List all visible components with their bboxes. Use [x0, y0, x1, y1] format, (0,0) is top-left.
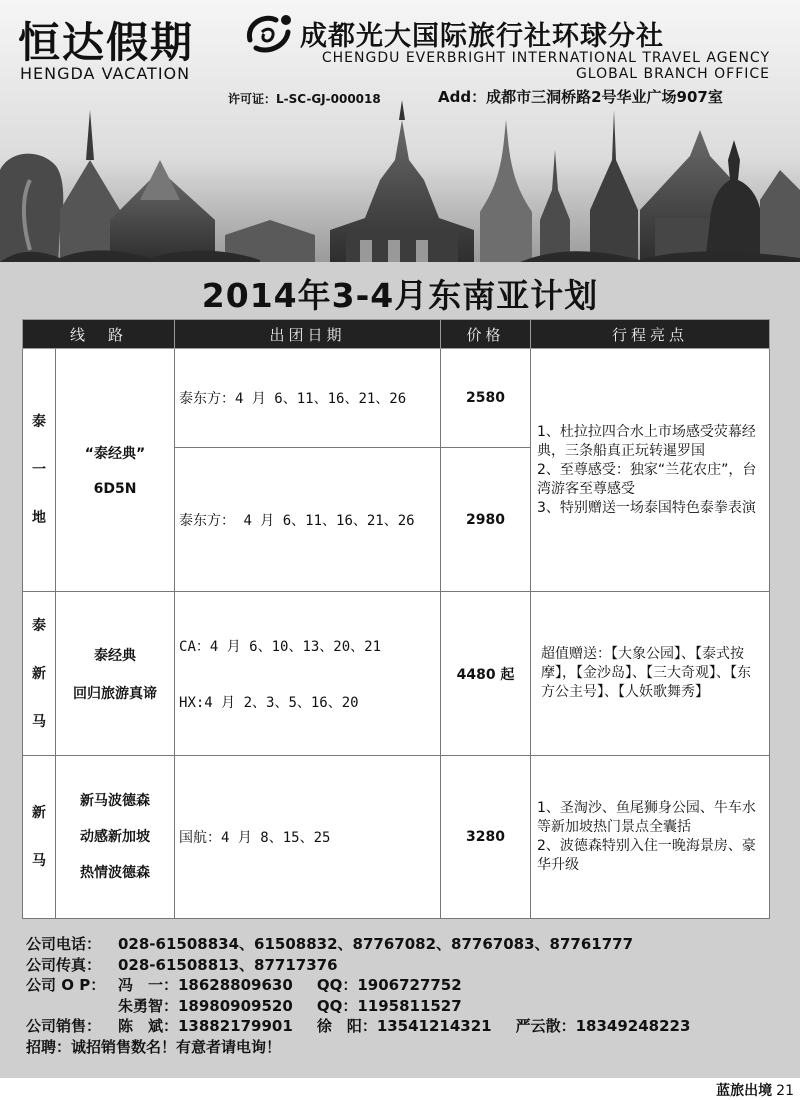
departure-date: HX:4 月 2、3、5、16、20 [179, 694, 359, 711]
region-char: 马 [32, 713, 46, 730]
route-cell [56, 756, 175, 919]
agency-name-cn: 成都光大国际旅行社环球分社 [300, 21, 664, 52]
recruit-row [26, 1037, 690, 1058]
sales-label: 公司销售： [26, 1017, 102, 1035]
op-qq: QQ：1906727752 [316, 976, 462, 994]
route-name: “泰经典” [84, 446, 146, 462]
table-row [23, 592, 770, 756]
route-name: 泰经典 [94, 647, 136, 664]
route-duration: 6D5N [93, 481, 137, 497]
highlight-item: 1、杜拉拉四合水上市场感受荧幕经典，三条船真正玩转暹罗国 [537, 423, 756, 459]
op-row [26, 975, 690, 996]
op-label: 公司 O P： [26, 976, 106, 994]
region-char: 一 [32, 462, 46, 478]
highlight-item: 1、圣淘沙、鱼尾狮身公园、牛车水等新加坡热门景点全囊括 [537, 800, 756, 835]
highlights-cell [531, 349, 770, 592]
table-header-row [23, 320, 770, 349]
region-char: 新 [32, 665, 46, 682]
recruit-notice: 招聘：诚招销售数名！有意者请电询！ [26, 1037, 282, 1056]
magazine-name: 蓝旅出境 [716, 1083, 773, 1099]
agency-name-en-line2: GLOBAL BRANCH OFFICE [575, 66, 770, 82]
agency-logo-icon [242, 10, 298, 56]
page-footer [716, 1080, 794, 1100]
license-number: 许可证：L-SC-GJ-000018 [228, 92, 381, 106]
op-row [26, 996, 690, 1017]
departure-date: 泰东方： 4 月 6、11、16、21、26 [175, 448, 441, 592]
temple-skyline-image [0, 100, 800, 262]
departure-date: 泰东方：4 月 6、11、16、21、26 [175, 349, 441, 448]
op-qq: QQ：1195811527 [316, 996, 462, 1015]
departure-date: CA：4 月 6、10、13、20、21 [179, 638, 382, 655]
brand-name-en: HENGDA VACATION [20, 64, 191, 83]
highlight-item: 2、波德森特别入住一晚海景房、豪华升级 [537, 838, 756, 873]
page-number: 21 [776, 1083, 794, 1099]
phone-numbers: 028-61508834、61508832、87767082、87767083、87761777 [118, 935, 634, 953]
brand-name-cn: 恒达假期 [18, 18, 195, 67]
fax-row [26, 955, 690, 976]
phone-label: 公司电话： [26, 935, 102, 953]
agency-name-en-line1: CHENGDU EVERBRIGHT INTERNATIONAL TRAVEL AGENCY [321, 50, 770, 66]
route-cell [56, 349, 175, 592]
contact-info [26, 934, 690, 1057]
header-dates: 出团日期 [175, 320, 441, 349]
region-char: 地 [32, 510, 46, 526]
route-name: 新马波德森 [80, 793, 150, 809]
fax-label: 公司传真： [26, 955, 102, 974]
highlight-item: 3、特别赠送一场泰国特色泰拳表演 [537, 499, 756, 516]
region-char: 泰 [32, 414, 46, 430]
itinerary-table [22, 319, 770, 919]
region-cell [23, 349, 56, 592]
header-highlights: 行程亮点 [531, 320, 770, 349]
price: 2980 [441, 448, 531, 592]
region-char: 新 [32, 805, 46, 821]
sales-contact: 严云散：18349248223 [515, 1017, 691, 1035]
header-price: 价格 [441, 320, 531, 349]
departure-date: 国航：4 月 8、15、25 [175, 756, 441, 919]
plan-title: 2014年3-4月东南亚计划 [201, 276, 599, 315]
route-subtitle: 回归旅游真谛 [73, 685, 157, 702]
highlight-item: 2、至尊感受：独家“兰花农庄”，台湾游客至尊感受 [537, 461, 757, 497]
region-char: 泰 [32, 617, 46, 634]
fax-numbers: 028-61508813、87717376 [118, 955, 338, 974]
departure-dates-cell [175, 592, 441, 756]
price: 3280 [441, 756, 531, 919]
phone-row [26, 934, 690, 955]
region-cell [23, 756, 56, 919]
price: 4480 起 [441, 592, 531, 756]
sales-row [26, 1016, 690, 1037]
op-contact: 冯 一：18628809630 [118, 976, 293, 994]
sales-contact: 徐 阳：13541214321 [316, 1017, 492, 1035]
highlights-cell [531, 592, 770, 756]
region-char: 马 [32, 853, 46, 869]
route-cell [56, 592, 175, 756]
agency-address: Add：成都市三洞桥路2号华业广场907室 [438, 88, 723, 106]
op-contact: 朱勇智：18980909520 [118, 996, 293, 1015]
header-banner [0, 0, 800, 262]
route-name: 热情波德森 [80, 865, 150, 881]
table-row [23, 349, 770, 448]
route-name: 动感新加坡 [80, 829, 150, 845]
table-row [23, 756, 770, 919]
highlight-item: 超值赠送：【大象公园】、【泰式按摩】，【金沙岛】、【三大奇观】、【东方公主号】、【人妖歌舞秀】 [541, 646, 752, 700]
price: 2580 [441, 349, 531, 448]
sales-contact: 陈 斌：13882179901 [118, 1017, 293, 1035]
highlights-cell [531, 756, 770, 919]
region-cell [23, 592, 56, 756]
header-route: 线 路 [23, 320, 175, 349]
